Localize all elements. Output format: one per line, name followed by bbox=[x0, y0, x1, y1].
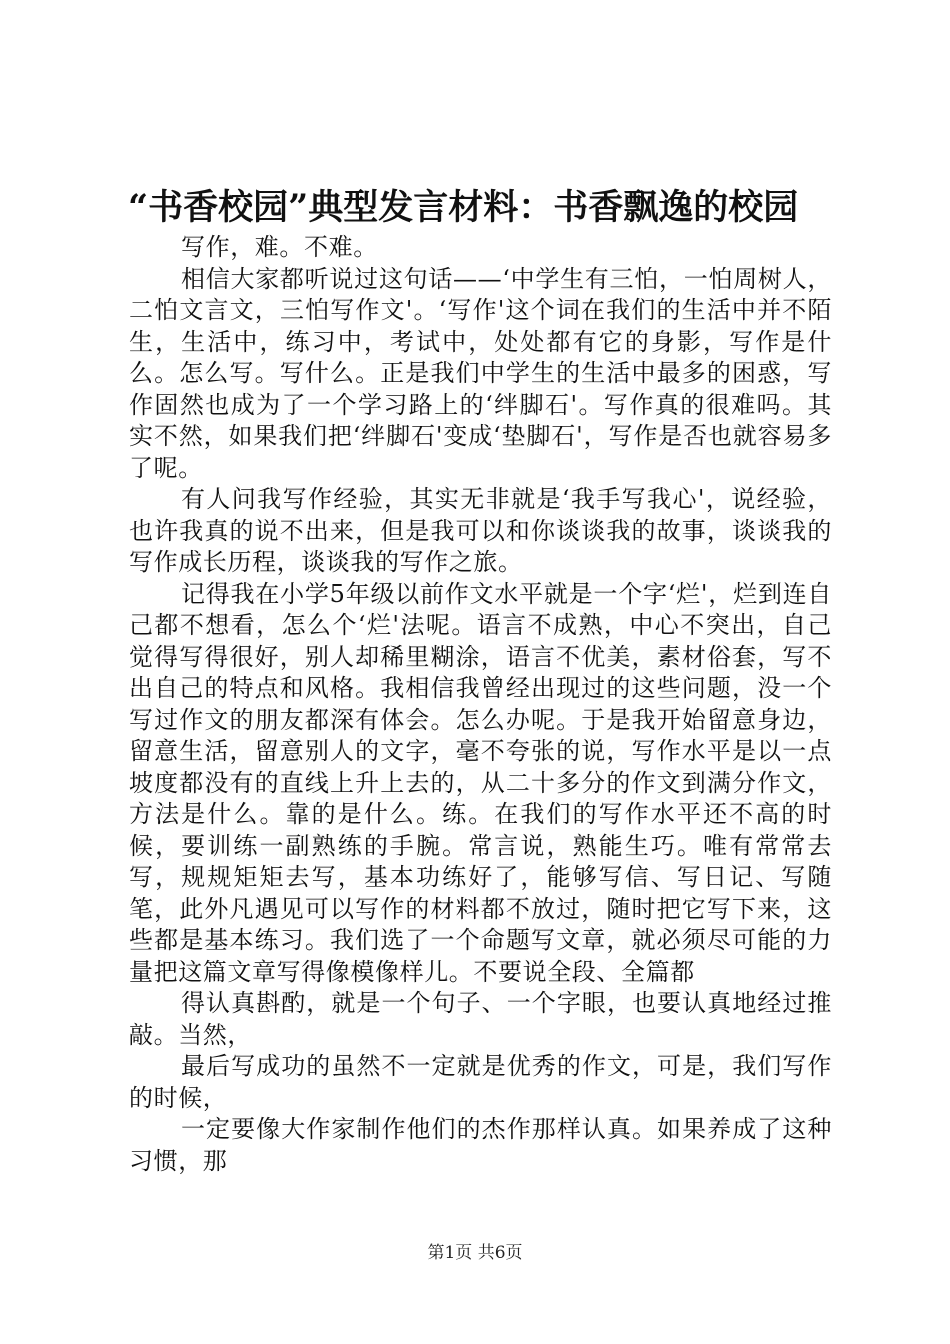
paragraph-4: 记得我在小学5年级以前作文水平就是一个字‘烂'，烂到连自己都不想看，怎么个‘烂'法呢。语言不成熟，中心不突出，自己觉得写得很好，别人却稀里糊涂，语言不优美，素材俗套，写不出自己的特点和风格。我相信我曾经出现过的这些问题，没一个写过作文的朋友都深有体会。怎么办呢。于是我开始留意身边，留意生活，留意别人的文字，毫不夸张的说，写作水平是以一点坡度都没有的直线上升上去的，从二十多分的作文到满分作文，方法是什么。靠的是什么。练。在我们的写作水平还不高的时候，要训练一副熟练的手腕。常言说，熟能生巧。唯有常常去写，规规矩矩去写，基本功练好了，能够写信、写日记、写随笔，此外凡遇见可以写作的材料都不放过，随时把它写下来，这些都是基本练习。我们选了一个命题写文章，就必须尽可能的力量把这篇文章写得像模像样儿。不要说全段、全篇都 bbox=[129, 579, 832, 986]
document-title: “书香校园”典型发言材料：书香飘逸的校园 bbox=[128, 187, 799, 228]
paragraph-6: 最后写成功的虽然不一定就是优秀的作文，可是，我们写作的时候， bbox=[129, 1052, 832, 1112]
paragraph-7: 一定要像大作家制作他们的杰作那样认真。如果养成了这种习惯，那 bbox=[129, 1115, 832, 1175]
paragraph-3: 有人问我写作经验，其实无非就是‘我手写我心'，说经验，也许我真的说不出来，但是我可以和你谈谈我的故事，谈谈我的写作成长历程，谈谈我的写作之旅。 bbox=[129, 485, 832, 576]
paragraph-2: 相信大家都听说过这句话——‘中学生有三怕，一怕周树人，二怕文言文，三怕写作文'。‘写作'这个词在我们的生活中并不陌生，生活中，练习中，考试中，处处都有它的身影，写作是什么。怎么写。写什么。正是我们中学生的生活中最多的困惑，写作固然也成为了一个学习路上的‘绊脚石'。写作真的很难吗。其实不然，如果我们把‘绊脚石'变成‘垫脚石'，写作是否也就容易多了呢。 bbox=[129, 264, 832, 482]
document-body bbox=[129, 232, 832, 1177]
page-number-footer: 第1页 共6页 bbox=[427, 1243, 523, 1263]
paragraph-5: 得认真斟酌，就是一个句子、一个字眼，也要认真地经过推敲。当然， bbox=[129, 989, 832, 1049]
paragraph-1: 写作，难。不难。 bbox=[181, 233, 378, 261]
